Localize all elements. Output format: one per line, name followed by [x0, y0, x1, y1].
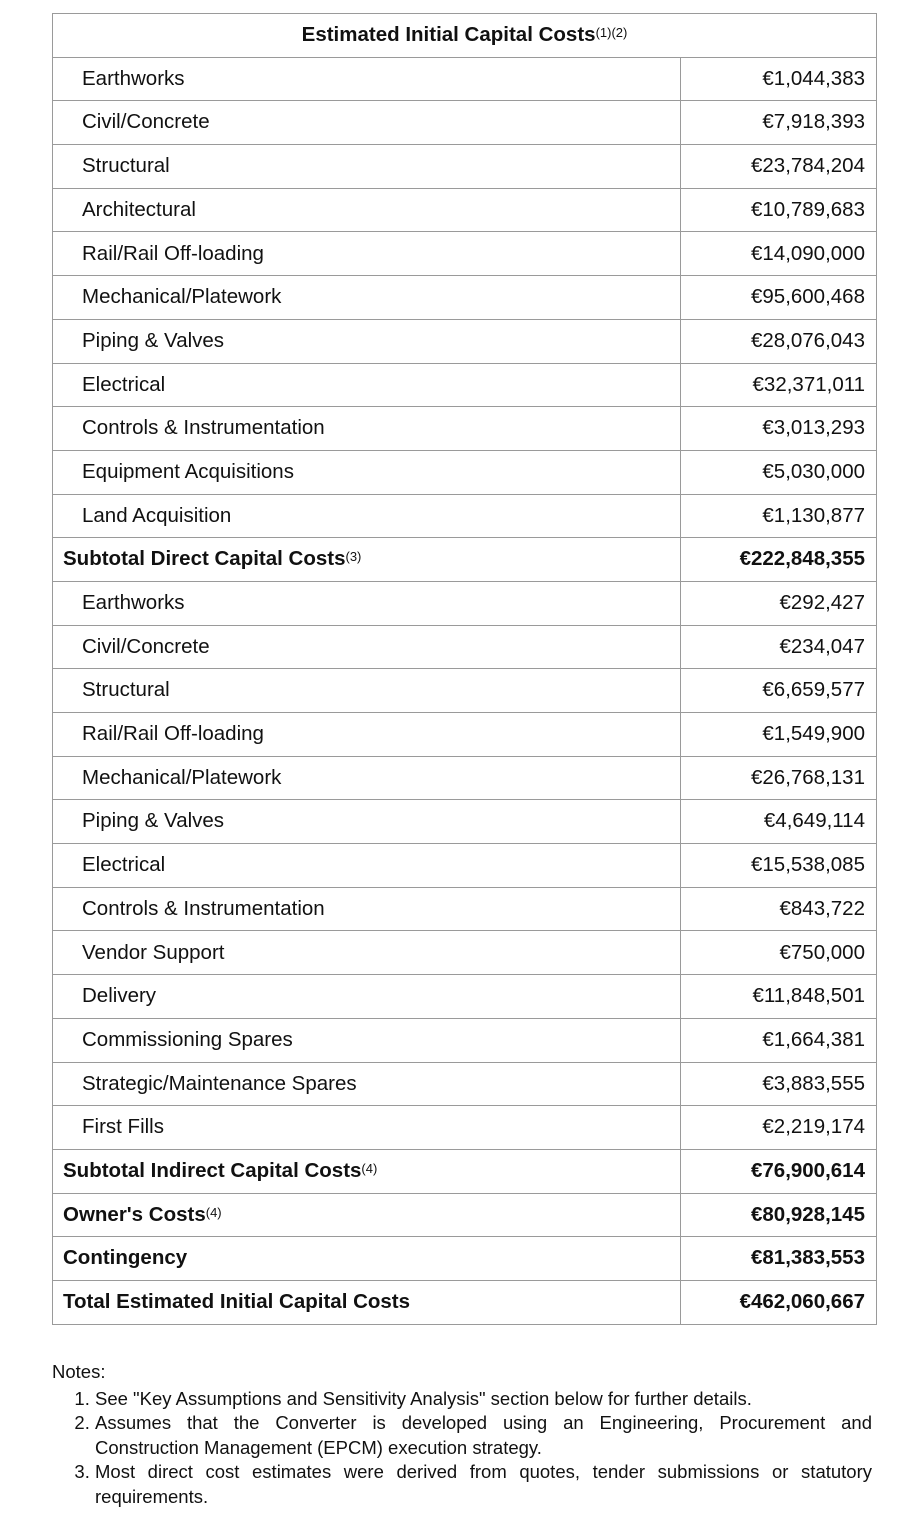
cost-item-label: Structural	[82, 678, 170, 702]
cost-item-label: Controls & Instrumentation	[82, 896, 325, 920]
cost-item-cell	[53, 1280, 681, 1324]
cost-item-cell	[53, 625, 681, 669]
table-title-footnote-refs: (1)(2)	[595, 25, 628, 41]
cost-item-label: Civil/Concrete	[82, 634, 210, 658]
note-item-3: 3. Most direct cost estimates were derived from quotes, tender submissions or statutory requirements.	[95, 1460, 872, 1509]
cost-item-cell	[53, 975, 681, 1019]
cost-value: €234,047	[681, 625, 877, 669]
table-row	[53, 1018, 877, 1062]
cost-value: €26,768,131	[681, 756, 877, 800]
cost-value: €1,549,900	[681, 713, 877, 757]
cost-value: €5,030,000	[681, 450, 877, 494]
table-title-row	[53, 14, 877, 58]
cost-item-label: Rail/Rail Off-loading	[82, 241, 264, 265]
cost-value: €11,848,501	[681, 975, 877, 1019]
cost-item-cell	[53, 145, 681, 189]
cost-item-cell	[53, 1018, 681, 1062]
table-row	[53, 1106, 877, 1150]
cost-item-cell	[53, 1237, 681, 1281]
cost-item-cell	[53, 407, 681, 451]
cost-item-cell	[53, 713, 681, 757]
footnote-refs: (4)	[205, 1204, 222, 1220]
table-row	[53, 319, 877, 363]
note-item-2: 2. Assumes that the Converter is developed using an Engineering, Procurement and Construction Management (EPCM) execution strategy.	[95, 1411, 872, 1460]
cost-item-cell	[53, 101, 681, 145]
cost-item-label: Subtotal Indirect Capital Costs	[63, 1158, 362, 1182]
notes-section	[52, 1360, 872, 1510]
cost-item-label: Total Estimated Initial Capital Costs	[63, 1290, 411, 1314]
table-row	[53, 276, 877, 320]
cost-item-cell	[53, 538, 681, 582]
table-row	[53, 887, 877, 931]
cost-item-cell	[53, 57, 681, 101]
cost-value: €3,883,555	[681, 1062, 877, 1106]
cost-value: €4,649,114	[681, 800, 877, 844]
table-row	[53, 669, 877, 713]
cost-value: €750,000	[681, 931, 877, 975]
cost-item-cell	[53, 319, 681, 363]
table-row	[53, 975, 877, 1019]
cost-value: €1,130,877	[681, 494, 877, 538]
cost-item-label: Equipment Acquisitions	[82, 459, 294, 483]
cost-item-label: Land Acquisition	[82, 503, 232, 527]
cost-item-label: Piping & Valves	[82, 328, 225, 352]
footnote-refs: (3)	[345, 549, 362, 565]
cost-value: €95,600,468	[681, 276, 877, 320]
table-row	[53, 145, 877, 189]
cost-value: €32,371,011	[681, 363, 877, 407]
cost-value: €222,848,355	[681, 538, 877, 582]
cost-item-cell	[53, 581, 681, 625]
cost-item-label: Commissioning Spares	[82, 1027, 293, 1051]
cost-item-label: First Fills	[82, 1115, 164, 1139]
cost-item-label: Controls & Instrumentation	[82, 416, 325, 440]
table-row	[53, 844, 877, 888]
cost-value: €80,928,145	[681, 1193, 877, 1237]
cost-value: €462,060,667	[681, 1280, 877, 1324]
cost-item-label: Delivery	[82, 984, 157, 1008]
cost-value: €1,044,383	[681, 57, 877, 101]
cost-item-cell	[53, 887, 681, 931]
cost-item-label: Earthworks	[82, 66, 185, 90]
cost-item-label: Vendor Support	[82, 940, 225, 964]
table-total-row	[53, 1149, 877, 1193]
cost-item-cell	[53, 494, 681, 538]
table-total-row	[53, 538, 877, 582]
table-row	[53, 713, 877, 757]
table-row	[53, 232, 877, 276]
cost-value: €28,076,043	[681, 319, 877, 363]
cost-item-cell	[53, 931, 681, 975]
cost-item-cell	[53, 1193, 681, 1237]
capital-costs-table-body	[53, 14, 877, 1325]
table-row	[53, 1062, 877, 1106]
table-title-cell	[53, 14, 877, 58]
cost-item-label: Piping & Valves	[82, 809, 225, 833]
cost-item-label: Rail/Rail Off-loading	[82, 722, 264, 746]
table-row	[53, 625, 877, 669]
cost-item-label: Architectural	[82, 197, 196, 221]
cost-item-label: Owner's Costs	[63, 1202, 206, 1226]
cost-value: €10,789,683	[681, 188, 877, 232]
notes-heading: Notes:	[52, 1361, 106, 1382]
cost-item-cell	[53, 669, 681, 713]
cost-item-cell	[53, 800, 681, 844]
cost-item-label: Contingency	[63, 1246, 188, 1270]
cost-value: €2,219,174	[681, 1106, 877, 1150]
table-row	[53, 800, 877, 844]
cost-item-cell	[53, 844, 681, 888]
cost-value: €14,090,000	[681, 232, 877, 276]
capital-costs-table	[52, 13, 877, 1325]
cost-value: €1,664,381	[681, 1018, 877, 1062]
table-row	[53, 756, 877, 800]
table-total-row	[53, 1237, 877, 1281]
cost-value: €7,918,393	[681, 101, 877, 145]
table-total-row	[53, 1193, 877, 1237]
table-row	[53, 57, 877, 101]
table-row	[53, 581, 877, 625]
cost-value: €76,900,614	[681, 1149, 877, 1193]
cost-item-label: Electrical	[82, 853, 166, 877]
cost-value: €292,427	[681, 581, 877, 625]
cost-value: €15,538,085	[681, 844, 877, 888]
cost-value: €843,722	[681, 887, 877, 931]
cost-item-label: Civil/Concrete	[82, 110, 210, 134]
cost-item-label: Electrical	[82, 372, 166, 396]
cost-item-cell	[53, 276, 681, 320]
table-row	[53, 931, 877, 975]
notes-list	[52, 1387, 872, 1510]
table-row	[53, 101, 877, 145]
cost-item-label: Structural	[82, 154, 170, 178]
cost-item-label: Mechanical/Platework	[82, 285, 282, 309]
table-row	[53, 363, 877, 407]
table-total-row	[53, 1280, 877, 1324]
table-row	[53, 407, 877, 451]
table-row	[53, 494, 877, 538]
cost-item-cell	[53, 232, 681, 276]
table-row	[53, 188, 877, 232]
table-title: Estimated Initial Capital Costs	[301, 23, 596, 47]
cost-value: €81,383,553	[681, 1237, 877, 1281]
cost-item-cell	[53, 756, 681, 800]
cost-item-label: Subtotal Direct Capital Costs	[63, 547, 346, 571]
cost-item-cell	[53, 450, 681, 494]
cost-item-cell	[53, 1062, 681, 1106]
cost-value: €23,784,204	[681, 145, 877, 189]
cost-item-cell	[53, 1149, 681, 1193]
cost-value: €6,659,577	[681, 669, 877, 713]
cost-item-cell	[53, 1106, 681, 1150]
table-row	[53, 450, 877, 494]
cost-item-label: Earthworks	[82, 591, 185, 615]
cost-value: €3,013,293	[681, 407, 877, 451]
note-item-1: 1. See "Key Assumptions and Sensitivity Analysis" section below for further details.	[95, 1387, 872, 1412]
cost-item-cell	[53, 188, 681, 232]
footnote-refs: (4)	[361, 1160, 378, 1176]
cost-item-label: Mechanical/Platework	[82, 765, 282, 789]
cost-item-cell	[53, 363, 681, 407]
cost-item-label: Strategic/Maintenance Spares	[82, 1071, 357, 1095]
